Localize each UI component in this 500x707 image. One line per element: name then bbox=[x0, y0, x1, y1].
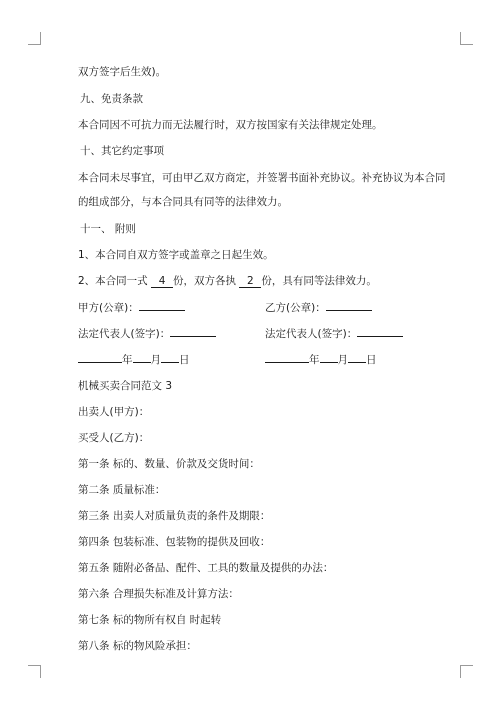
date-a-month-blank bbox=[133, 362, 151, 363]
text-line: 本合同因不可抗力而无法履行时，双方按国家有关法律规定处理。 bbox=[78, 119, 383, 131]
contract-title: 机械买卖合同范文 3 bbox=[78, 380, 173, 392]
crop-mark-top-right bbox=[460, 32, 473, 45]
section-heading: 十一、 附则 bbox=[80, 223, 136, 235]
article-item: 第二条 质量标准： bbox=[78, 484, 166, 496]
date-a-day-blank bbox=[161, 362, 179, 363]
crop-mark-bottom-right bbox=[460, 665, 473, 678]
crop-mark-bottom-left bbox=[28, 665, 41, 678]
date-a-year-blank bbox=[78, 362, 122, 363]
text-line: 的组成部分，与本合同具有同等的法律效力。 bbox=[78, 196, 288, 208]
copies-mid2: 份，具有同等法律效力。 bbox=[261, 275, 377, 287]
date-a-day: 日 bbox=[179, 354, 190, 366]
section-heading: 十、其它约定事项 bbox=[80, 145, 164, 157]
party-a-blank bbox=[139, 310, 185, 311]
date-b-month-blank bbox=[320, 362, 338, 363]
date-b-day: 日 bbox=[366, 354, 377, 366]
copies-prefix: 2、本合同一式 bbox=[78, 275, 148, 287]
text-line: 本合同未尽事宜，可由甲乙双方商定，并签署书面补充协议。补充协议为本合同 bbox=[78, 172, 446, 184]
rep-b-cell bbox=[265, 327, 403, 341]
section-heading: 九、免责条款 bbox=[80, 93, 143, 105]
article-item: 第一条 标的、数量、价款及交货时间： bbox=[78, 458, 260, 470]
article-item: 第四条 包装标准、包装物的提供及回收： bbox=[78, 536, 271, 548]
party-b-cell bbox=[265, 301, 372, 315]
rep-a-blank bbox=[170, 336, 216, 337]
date-row-a bbox=[78, 353, 190, 367]
date-b-day-blank bbox=[348, 362, 366, 363]
article-item: 第三条 出卖人对质量负责的条件及期限： bbox=[78, 510, 271, 522]
crop-mark-top-left bbox=[28, 32, 41, 45]
rep-b-blank bbox=[357, 336, 403, 337]
buyer-line: 买受人(乙方)： bbox=[78, 432, 150, 444]
date-b-year-blank bbox=[265, 362, 309, 363]
party-b-blank bbox=[326, 310, 372, 311]
seller-line: 出卖人(甲方)： bbox=[78, 406, 150, 418]
date-a-month: 月 bbox=[150, 354, 161, 366]
copies-mid1: 份，双方各执 bbox=[173, 275, 237, 287]
copies-total: 4 bbox=[151, 275, 173, 288]
party-b-label: 乙方(公章)： bbox=[265, 302, 326, 314]
article-item: 第八条 标的物风险承担： bbox=[78, 640, 197, 652]
rep-signature-row bbox=[78, 327, 216, 341]
article-item: 第五条 随附必备品、配件、工具的数量及提供的办法： bbox=[78, 562, 334, 574]
rep-b-label: 法定代表人(签字)： bbox=[265, 328, 358, 340]
rep-a-label: 法定代表人(签字)： bbox=[78, 328, 171, 340]
copies-clause bbox=[78, 274, 377, 288]
text-line: 双方签字后生效)。 bbox=[78, 66, 167, 78]
date-b-year: 年 bbox=[309, 354, 320, 366]
text-line: 1、本合同自双方签字或盖章之日起生效。 bbox=[78, 249, 274, 261]
date-b-month: 月 bbox=[337, 354, 348, 366]
party-signature-row bbox=[78, 301, 185, 315]
article-item: 第七条 标的物所有权自 时起转 bbox=[78, 614, 222, 626]
date-a-year: 年 bbox=[122, 354, 133, 366]
article-item: 第六条 合理损失标准及计算方法： bbox=[78, 588, 239, 600]
party-a-label: 甲方(公章)： bbox=[78, 302, 139, 314]
copies-each: 2 bbox=[239, 275, 261, 288]
date-row-b bbox=[265, 353, 377, 367]
